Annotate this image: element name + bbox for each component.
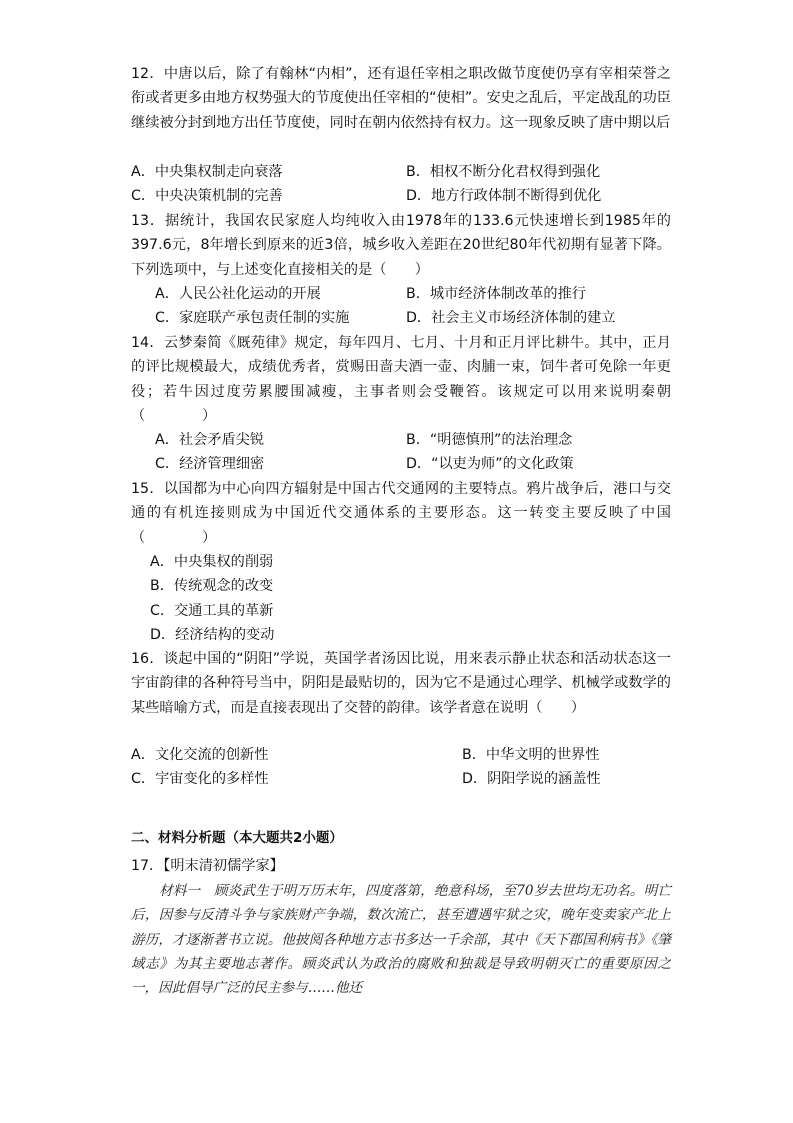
question-12-options bbox=[131, 160, 671, 209]
question-13-stem: 13．据统计，我国农民家庭人均纯收入由1978年的133.6元快速增长到1985年的397.6元，8年增长到原来的近3倍，城乡收入差距在20世纪80年代初期有显著下降。下列选项中，与上述变化直接相关的是（ ） bbox=[131, 213, 671, 278]
question-13 bbox=[131, 209, 671, 282]
option-b[interactable]: B．“明德慎刑”的法治理念 bbox=[406, 432, 573, 448]
option-c[interactable]: C．经济管理细密 bbox=[155, 456, 265, 473]
material-one-text: 材料一 顾炎武生于明万历末年，四度落第，绝意科场，至70岁去世均无功名。明亡后，因参与反清斗争与家族财产争端，数次流亡，甚至遭遇牢狱之灾，晚年变卖家产北上游历，才逐渐著书立说。他披阅各种地方志书多达一千余部，其中《天下郡国利病书》《肇域志》为其主要地志著作。顾炎武认为政治的腐败和独裁是导致明朝灭亡的重要原因之一，因此倡导广泛的民主参与……他还 bbox=[131, 883, 671, 997]
option-c[interactable]: C．宇宙变化的多样性 bbox=[131, 771, 269, 788]
question-17-heading: 17．【明末清初儒学家】 bbox=[131, 858, 284, 874]
question-12-stem: 12．中唐以后，除了有翰林“内相”，还有退任宰相之职改做节度使仍享有宰相荣誉之衔或者更多由地方权势强大的节度使出任宰相的“使相”。安史之乱后，平定战乱的功臣继续被分封到地方出任节度使，同时在朝内依然持有权力。这一现象反映了唐中期以后 bbox=[131, 66, 671, 131]
option-a[interactable]: A．人民公社化运动的开展 bbox=[155, 286, 321, 302]
option-d[interactable]: D．经济结构的变动 bbox=[150, 626, 275, 643]
option-c[interactable]: C．家庭联产承包责任制的实施 bbox=[155, 310, 350, 327]
option-a[interactable]: A．文化交流的创新性 bbox=[131, 747, 269, 763]
question-15-stem: 15．以国都为中心向四方辐射是中国古代交通网的主要特点。鸦片战争后，港口与交通的有机连接则成为中国近代交通体系的主要形态。这一转变主要反映了中国（ ） bbox=[131, 481, 671, 546]
option-c[interactable]: C．中央决策机制的完善 bbox=[131, 188, 283, 205]
option-b[interactable]: B．相权不断分化君权得到强化 bbox=[406, 164, 601, 180]
question-12 bbox=[131, 62, 671, 135]
option-a[interactable]: A．社会矛盾尖锐 bbox=[155, 432, 265, 448]
option-b[interactable]: B．城市经济体制改革的推行 bbox=[406, 286, 586, 302]
question-14-stem: 14．云梦秦简《厩苑律》规定，每年四月、七月、十月和正月评比耕牛。其中，正月的评比规模最大，成绩优秀者，赏赐田啬夫酒一壶、肉脯一束，饲牛者可免除一年更役；若牛因过度劳累腰围减瘦，主事者则会受鞭笞。该规定可以用来说明秦朝（ ） bbox=[131, 335, 671, 424]
question-14-options bbox=[131, 428, 671, 477]
option-d[interactable]: D．地方行政体制不断得到优化 bbox=[406, 188, 602, 205]
option-b[interactable]: B．传统观念的改变 bbox=[150, 578, 274, 595]
question-15 bbox=[131, 477, 671, 550]
question-14 bbox=[131, 331, 671, 428]
option-d[interactable]: D．“以吏为师”的文化政策 bbox=[406, 456, 574, 473]
option-a[interactable]: A．中央集权的削弱 bbox=[150, 554, 274, 570]
option-d[interactable]: D．社会主义市场经济体制的建立 bbox=[406, 310, 616, 327]
question-15-options bbox=[131, 550, 671, 647]
question-16 bbox=[131, 647, 671, 720]
question-16-options bbox=[131, 743, 671, 792]
option-c[interactable]: C．交通工具的革新 bbox=[150, 602, 274, 619]
option-a[interactable]: A．中央集权制走向衰落 bbox=[131, 164, 283, 180]
option-d[interactable]: D．阴阳学说的涵盖性 bbox=[462, 771, 601, 788]
question-16-stem: 16．谈起中国的“阴阳”学说，英国学者汤因比说，用来表示静止状态和活动状态这一宇宙韵律的各种符号当中，阴阳是最贴切的，因为它不是通过心理学、机械学或数学的某些暗喻方式，而是直接表现出了交替的韵律。该学者意在说明（ ） bbox=[131, 651, 671, 716]
section-heading: 二、材料分析题（本大题共2小题） bbox=[131, 830, 343, 846]
question-17-material bbox=[131, 879, 671, 1000]
question-13-options bbox=[131, 282, 671, 331]
option-b[interactable]: B．中华文明的世界性 bbox=[462, 747, 600, 763]
